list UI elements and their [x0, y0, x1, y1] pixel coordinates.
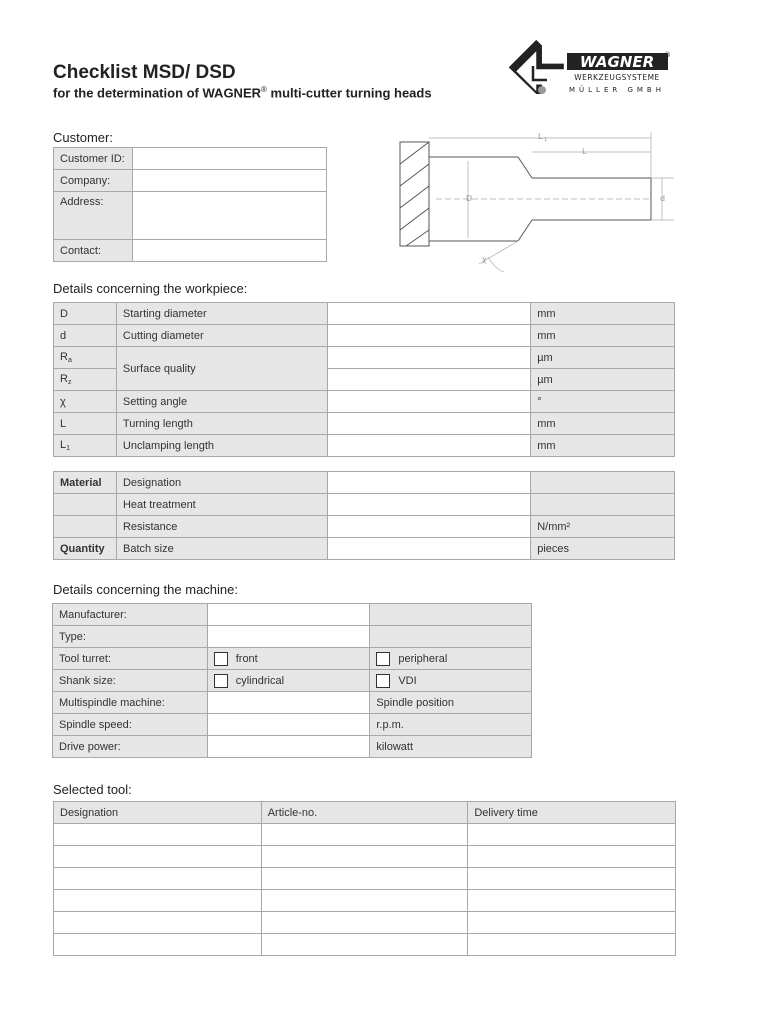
table-row [54, 934, 676, 956]
surface-rz-field[interactable] [327, 369, 531, 391]
table-row [54, 912, 676, 934]
page-title: Checklist MSD/ DSD [53, 62, 236, 83]
turning-length-unit: mm [531, 413, 675, 435]
label-D: D [466, 194, 473, 203]
tool-turret-peripheral-option[interactable] [370, 648, 532, 670]
subtitle-reg: ® [261, 85, 267, 94]
machine-table [52, 603, 532, 758]
wagner-logo [503, 40, 673, 100]
tool-table [53, 801, 676, 956]
type-extra [370, 626, 532, 648]
sym-L: L [54, 413, 117, 435]
tool-article-cell[interactable] [261, 824, 468, 846]
tool-article-cell[interactable] [261, 868, 468, 890]
label-chi: χ [482, 255, 487, 264]
address-field[interactable] [132, 192, 326, 240]
sym-L1-sub: 1 [66, 445, 71, 452]
sym-chi: χ [54, 391, 117, 413]
surface-ra-unit: µm [531, 347, 675, 369]
unclamping-length-label: Unclamping length [116, 435, 327, 457]
col-designation: Designation [54, 802, 262, 824]
tool-designation-cell[interactable] [54, 868, 262, 890]
workpiece-heading: Details concerning the workpiece: [53, 281, 248, 296]
batch-size-unit: pieces [531, 538, 675, 560]
cylindrical-checkbox[interactable] [214, 674, 228, 688]
tool-delivery-cell[interactable] [468, 912, 676, 934]
vdi-label: VDI [398, 674, 417, 687]
batch-size-label: Batch size [116, 538, 327, 560]
sym-Ra [54, 347, 117, 369]
customer-id-field[interactable] [132, 148, 326, 170]
sym-Rz [54, 369, 117, 391]
spindle-speed-unit: r.p.m. [370, 714, 532, 736]
tool-delivery-cell[interactable] [468, 846, 676, 868]
turning-length-label: Turning length [116, 413, 327, 435]
sym-L1 [54, 435, 117, 457]
material-key: Material [54, 472, 117, 494]
page-subtitle [53, 85, 432, 100]
contact-field[interactable] [132, 240, 326, 262]
tool-turret-label: Tool turret: [53, 648, 208, 670]
manufacturer-label: Manufacturer: [53, 604, 208, 626]
drive-power-field[interactable] [207, 736, 370, 758]
multispindle-field[interactable] [207, 692, 370, 714]
heat-treatment-field[interactable] [327, 494, 531, 516]
starting-diameter-field[interactable] [327, 303, 531, 325]
subtitle-post: multi-cutter turning heads [266, 85, 432, 101]
tool-delivery-cell[interactable] [468, 934, 676, 956]
tool-designation-cell[interactable] [54, 934, 262, 956]
sym-Ra-main: R [60, 351, 68, 363]
cylindrical-label: cylindrical [235, 674, 285, 687]
peripheral-label: peripheral [398, 652, 448, 665]
workpiece-table [53, 302, 675, 457]
surface-ra-field[interactable] [327, 347, 531, 369]
front-label: front [235, 652, 258, 665]
logo-line2: MÜLLER GMBH [568, 86, 666, 94]
type-field[interactable] [207, 626, 370, 648]
sym-D: D [54, 303, 117, 325]
type-label: Type: [53, 626, 208, 648]
sym-L1-main: L [60, 439, 67, 451]
front-checkbox[interactable] [214, 652, 228, 666]
table-row [54, 868, 676, 890]
manufacturer-field[interactable] [207, 604, 370, 626]
workpiece-drawing [396, 128, 686, 273]
material-key-blank-2 [54, 516, 117, 538]
wagner-logo-icon [503, 40, 673, 100]
resistance-label: Resistance [116, 516, 327, 538]
tool-delivery-cell[interactable] [468, 868, 676, 890]
turning-length-field[interactable] [327, 413, 531, 435]
shank-cylindrical-option[interactable] [207, 670, 370, 692]
resistance-unit: N/mm² [531, 516, 675, 538]
material-key-blank-1 [54, 494, 117, 516]
logo-line1: WERKZEUGSYSTEME [574, 73, 660, 82]
sym-Ra-sub: a [67, 357, 72, 364]
tool-delivery-cell[interactable] [468, 824, 676, 846]
customer-id-label: Customer ID: [54, 148, 133, 170]
starting-diameter-label: Starting diameter [116, 303, 327, 325]
surface-rz-unit: µm [531, 369, 675, 391]
unclamping-length-unit: mm [531, 435, 675, 457]
sym-Rz-sub: z [67, 379, 72, 386]
designation-unit [531, 472, 675, 494]
customer-heading: Customer: [53, 130, 113, 145]
spindle-speed-label: Spindle speed: [53, 714, 208, 736]
drive-power-label: Drive power: [53, 736, 208, 758]
machine-heading: Details concerning the machine: [53, 582, 238, 597]
tool-article-cell[interactable] [261, 846, 468, 868]
tool-delivery-cell[interactable] [468, 890, 676, 912]
col-article-no: Article-no. [261, 802, 468, 824]
shank-size-label: Shank size: [53, 670, 208, 692]
customer-table [53, 147, 327, 262]
multispindle-label: Multispindle machine: [53, 692, 208, 714]
cutting-diameter-label: Cutting diameter [116, 325, 327, 347]
tool-designation-cell[interactable] [54, 824, 262, 846]
vdi-checkbox[interactable] [376, 674, 390, 688]
company-field[interactable] [132, 170, 326, 192]
spindle-position-label: Spindle position [370, 692, 532, 714]
logo-brand: WAGNER [579, 53, 655, 71]
company-label: Company: [54, 170, 133, 192]
tool-article-cell[interactable] [261, 912, 468, 934]
tool-designation-cell[interactable] [54, 912, 262, 934]
logo-reg: ® [664, 51, 671, 59]
tool-turret-front-option[interactable] [207, 648, 370, 670]
drive-power-unit: kilowatt [370, 736, 532, 758]
table-row [54, 890, 676, 912]
tool-heading: Selected tool: [53, 782, 132, 797]
table-row [54, 846, 676, 868]
batch-size-field[interactable] [327, 538, 531, 560]
contact-label: Contact: [54, 240, 133, 262]
peripheral-checkbox[interactable] [376, 652, 390, 666]
material-table [53, 471, 675, 560]
setting-angle-field[interactable] [327, 391, 531, 413]
label-d: d [660, 194, 666, 203]
cutting-diameter-unit: mm [531, 325, 675, 347]
tool-article-cell[interactable] [261, 934, 468, 956]
tool-article-cell[interactable] [261, 890, 468, 912]
spindle-speed-field[interactable] [207, 714, 370, 736]
starting-diameter-unit: mm [531, 303, 675, 325]
sym-d: d [54, 325, 117, 347]
subtitle-pre: for the determination of WAGNER [53, 85, 261, 101]
sym-Rz-main: R [60, 373, 68, 385]
manufacturer-extra [370, 604, 532, 626]
label-L1: L [538, 132, 543, 141]
designation-label: Designation [116, 472, 327, 494]
surface-quality-label: Surface quality [116, 347, 327, 391]
setting-angle-unit: ° [531, 391, 675, 413]
resistance-field[interactable] [327, 516, 531, 538]
label-L: L [582, 147, 587, 156]
table-row [54, 824, 676, 846]
setting-angle-label: Setting angle [116, 391, 327, 413]
label-L1-sub: 1 [544, 137, 548, 143]
cutting-diameter-field[interactable] [327, 325, 531, 347]
address-label: Address: [54, 192, 133, 240]
shank-vdi-option[interactable] [370, 670, 532, 692]
designation-field[interactable] [327, 472, 531, 494]
quantity-key: Quantity [54, 538, 117, 560]
tool-designation-cell[interactable] [54, 846, 262, 868]
heat-treatment-unit [531, 494, 675, 516]
unclamping-length-field[interactable] [327, 435, 531, 457]
tool-designation-cell[interactable] [54, 890, 262, 912]
col-delivery-time: Delivery time [468, 802, 676, 824]
heat-treatment-label: Heat treatment [116, 494, 327, 516]
